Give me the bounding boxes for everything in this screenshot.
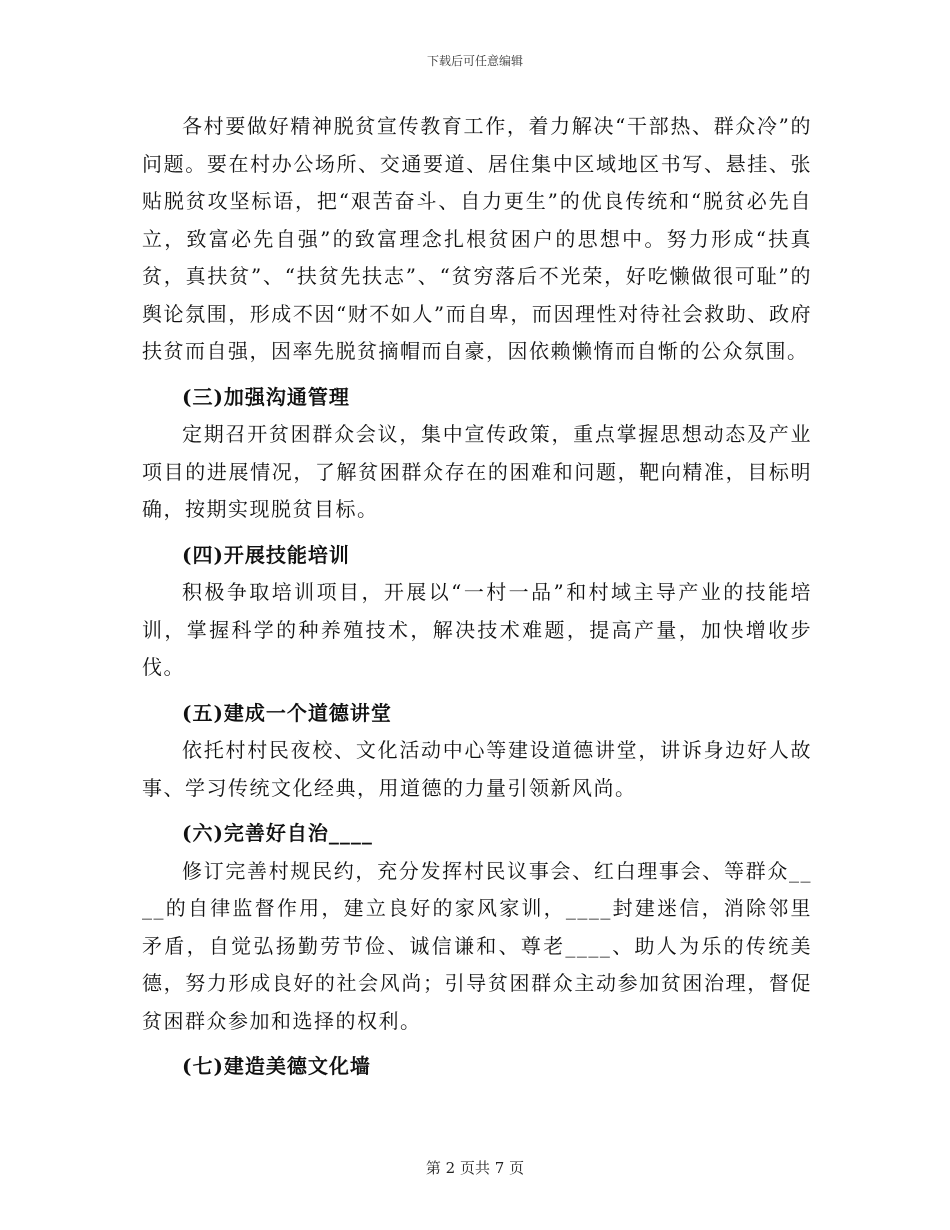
paragraph-skills-training: 积极争取培训项目，开展以“一村一品”和村域主导产业的技能培训，掌握科学的种养殖技术，解决技术难题，提高产量，加快增收步伐。 <box>142 580 812 679</box>
paragraph-communication-management: 定期召开贫困群众会议，集中宣传政策，重点掌握思想动态及产业项目的进展情况，了解贫困群众存在的困难和问题，靶向精准，目标明确，按期实现脱贫目标。 <box>142 422 812 521</box>
document-body <box>142 108 812 1086</box>
section-heading-3: (三)加强沟通管理 <box>182 384 350 409</box>
paragraph-spiritual-poverty-relief: 各村要做好精神脱贫宣传教育工作，着力解决“干部热、群众冷”的问题。要在村办公场所、交通要道、居住集中区域地区书写、悬挂、张贴脱贫攻坚标语，把“艰苦奋斗、自力更生”的优良传统和“脱贫必先自立，致富必先自强”的致富理念扎根贫困户的思想中。努力形成“扶真贫，真扶贫”、“扶贫先扶志”、“贫穷落后不光荣，好吃懒做很可耻”的舆论氛围，形成不因“财不如人”而自卑，而因理性对待社会救助、政府扶贫而自强，因率先脱贫摘帽而自豪，因依赖懒惰而自惭的公众氛围。 <box>142 114 812 363</box>
section-heading-6: (六)完善好自治____ <box>182 821 373 845</box>
page-header-note: 下载后可任意编辑 <box>426 54 523 68</box>
paragraph-village-self-governance: 修订完善村规民约，充分发挥村民议事会、红白理事会、等群众____的自律监督作用，建立良好的家风家训，____封建迷信，消除邻里矛盾，自觉弘扬勤劳节俭、诚信谦和、尊老____、助人为乐的传统美德，努力形成良好的社会风尚；引导贫困群众主动参加贫困治理，督促贫困群众参加和选择的权利。 <box>142 858 812 1033</box>
section-heading-5: (五)建成一个道德讲堂 <box>182 700 392 725</box>
paragraph-moral-lecture-hall: 依托村村民夜校、文化活动中心等建设道德讲堂，讲诉身边好人故事、学习传统文化经典，用道德的力量引领新风尚。 <box>142 738 812 800</box>
section-heading-4: (四)开展技能培训 <box>182 542 350 567</box>
section-heading-7: (七)建造美德文化墙 <box>182 1054 371 1078</box>
page-number: 第 2 页共 7 页 <box>425 1159 525 1177</box>
